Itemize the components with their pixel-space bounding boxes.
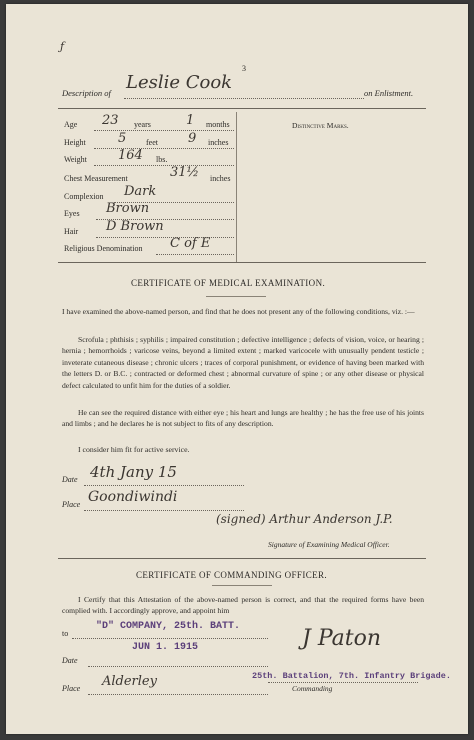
lbs-label: lbs. [156,155,168,164]
company-stamp: "D" COMPANY, 25th. BATT. [96,621,241,632]
weight-value: 164 [118,148,143,163]
weight-label: Weight [64,155,87,164]
margin-mark: ƒ [60,40,65,53]
medical-date-line [84,485,244,486]
physical-bottom-rule [58,262,426,263]
corner-number: 3 [242,64,246,73]
chest-value: 31½ [170,165,200,180]
name-value: Leslie Cook [126,72,233,93]
commanding-officer-signature: J Paton [302,626,381,651]
chest-unit: inches [210,174,231,183]
medical-date-label: Date [62,475,78,484]
age-months: 1 [186,113,195,128]
age-label: Age [64,120,78,129]
name-line [124,98,364,99]
religion-label: Religious Denomination [64,244,143,253]
medical-place-line [84,510,244,511]
commanding-date-label: Date [62,656,78,665]
height-inches: 9 [188,131,197,146]
commanding-paragraph: I Certify that this Attestation of the above-named person is correct, and that the required forms have been complied with. I accordingly approve, and appoint him [62,595,424,616]
commanding-place-label: Place [62,684,81,693]
medical-place-value: Goondiwindi [88,489,178,505]
commanding-date-line [88,666,268,667]
commanding-place-value: Alderley [102,674,157,689]
physical-divider [236,112,237,262]
medical-heading-underline [206,296,266,297]
hair-value: D Brown [106,219,164,234]
commanding-sign-line [268,682,418,683]
weight-line [94,165,234,166]
medical-officer-signature: (signed) Arthur Anderson J.P. [216,512,393,526]
attestation-page [6,4,468,734]
height-label: Height [64,138,86,147]
signature-caption: Signature of Examining Medical Officer. [268,540,390,549]
complexion-value: Dark [124,184,157,199]
medical-bottom-rule [58,558,426,559]
header-rule [58,108,426,109]
distinctive-marks-label: Distinctive Marks. [292,121,349,130]
to-label: to [62,629,69,638]
eyes-label: Eyes [64,209,80,218]
commanding-heading-underline [212,585,272,586]
religion-value: C of E [170,236,211,251]
medical-date-value: 4th Jany 15 [90,463,177,481]
height-line [94,148,234,149]
date-stamp: JUN 1. 1915 [132,642,199,653]
to-line [72,638,268,639]
months-label: months [206,120,230,129]
description-label: Description of [62,88,111,98]
complexion-label: Complexion [64,192,104,201]
feet-label: feet [146,138,158,147]
years-label: years [134,120,151,129]
height-feet: 5 [118,131,127,146]
commanding-place-line [88,694,268,695]
medical-paragraph-2: Scrofula ; phthisis ; syphilis ; impaired constitution ; defective intelligence ; defects of vision, voice, or hearing ; hernia ; hemorrhoids ; varicose veins, beyond a limited extent ; marked varicocele with unusually pendent testicle ; inveterate cutaneous disease ; chronic ulcers ; traces of corporal punishment, or evidence of having been marked with the letters D. or B.C. ; contracted or deformed chest ; abnormal curvature of spine ; or any other disease or physical defect calculated to unfit him for the duties of a soldier. [62,335,424,390]
medical-place-label: Place [62,500,81,509]
medical-paragraph-1: I have examined the above-named person, and find that he does not present any of the following conditions, viz. :— [62,307,415,316]
medical-paragraph-3: He can see the required distance with either eye ; his heart and lungs are healthy ; he has the free use of his joints and limbs ; and he declares he is not subject to fits of any description. [62,408,424,429]
religion-line [156,254,234,255]
medical-heading: CERTIFICATE OF MEDICAL EXAMINATION. [131,278,326,288]
commanding-heading: CERTIFICATE OF COMMANDING OFFICER. [136,570,328,580]
on-enlistment-label: on Enlistment. [364,88,414,98]
commanding-caption: Commanding [292,684,333,693]
age-years: 23 [102,113,119,128]
hair-label: Hair [64,227,79,236]
eyes-value: Brown [106,201,150,216]
chest-label: Chest Measurement [64,174,128,183]
fit-statement: I consider him fit for active service. [78,445,190,454]
age-line [94,130,234,131]
inches-label: inches [208,138,229,147]
hair-line [96,237,234,238]
battalion-stamp: 25th. Battalion, 7th. Infantry Brigade. [252,671,451,681]
